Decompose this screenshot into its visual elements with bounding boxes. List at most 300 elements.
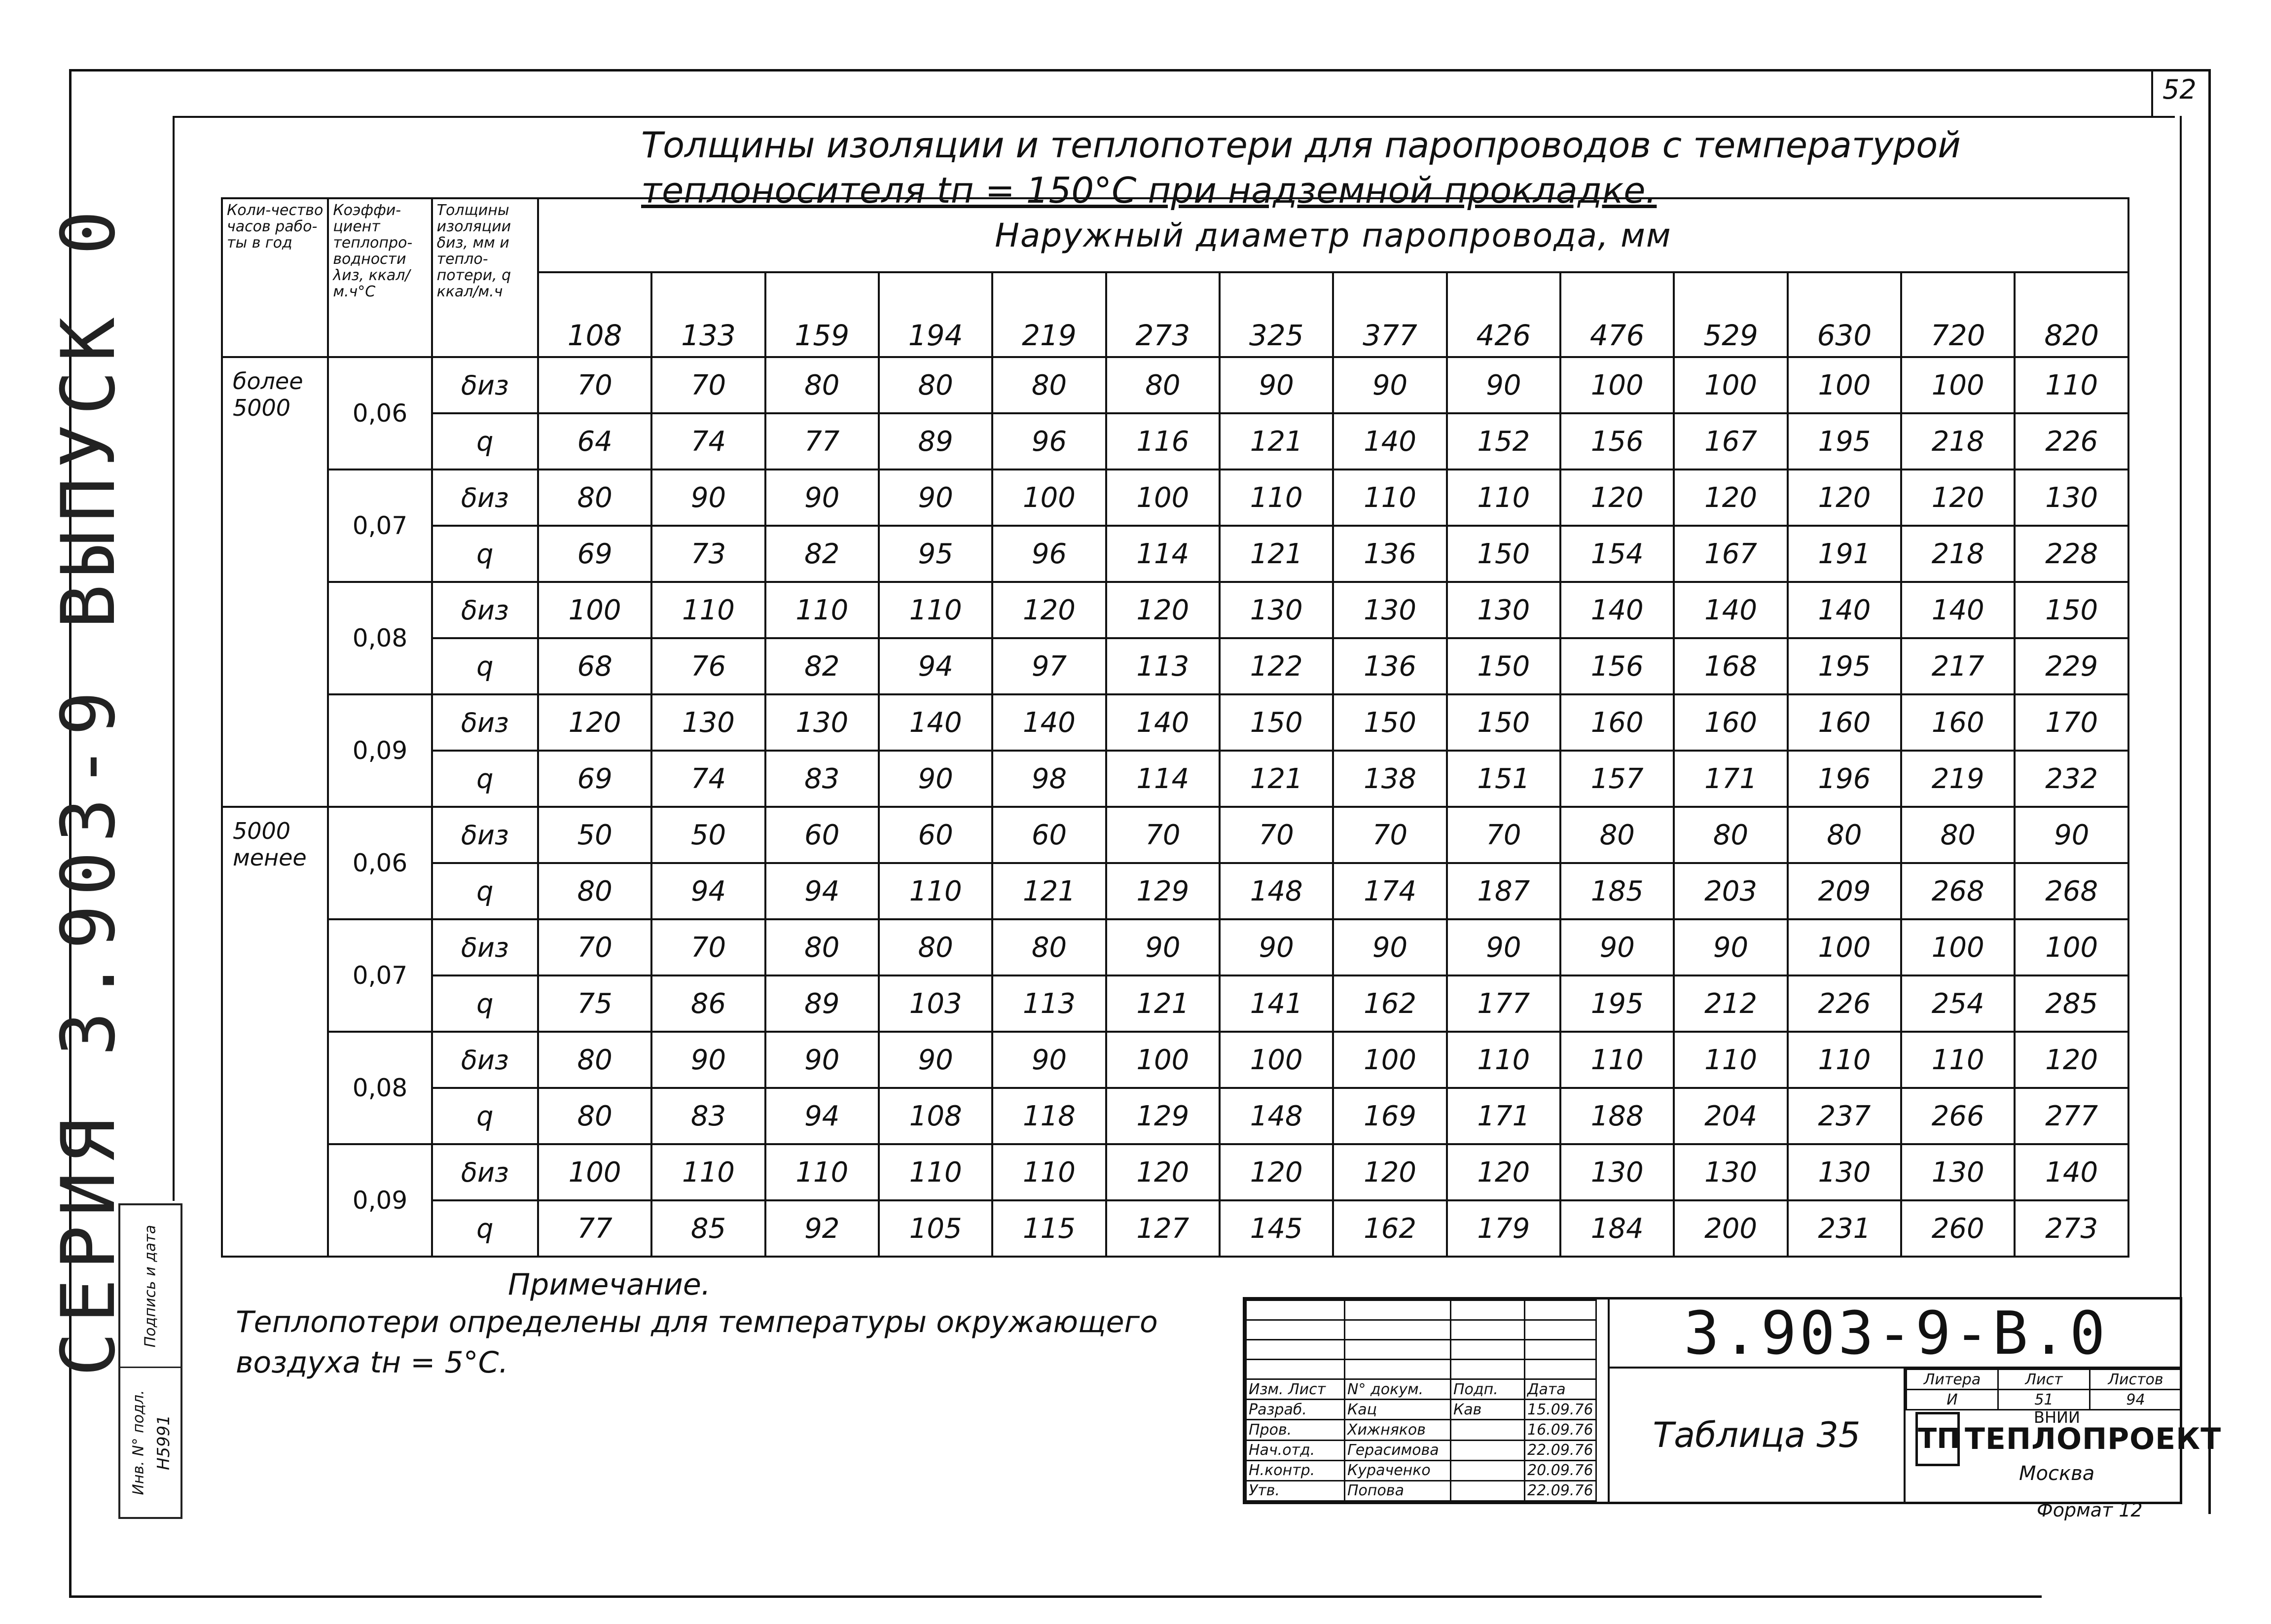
loss-value: 94 [651, 863, 765, 919]
signature-header-row [1246, 1379, 1596, 1400]
diameter-cell: 133 [651, 272, 765, 357]
thickness-value: 60 [992, 807, 1106, 863]
loss-value: 121 [1220, 526, 1333, 582]
thickness-value: 90 [651, 1032, 765, 1088]
thickness-value: 110 [765, 582, 879, 638]
loss-value: 136 [1333, 638, 1446, 694]
thickness-value: 90 [1106, 919, 1220, 975]
signature-role: Пров. [1246, 1420, 1345, 1440]
loss-value: 254 [1901, 975, 2015, 1032]
thickness-symbol: δиз [432, 919, 538, 975]
coefficient-cell: 0,08 [328, 1032, 432, 1144]
thickness-value: 80 [765, 357, 879, 413]
loss-value: 168 [1674, 638, 1787, 694]
loss-value: 141 [1220, 975, 1333, 1032]
loss-value: 80 [538, 863, 651, 919]
loss-value: 83 [651, 1088, 765, 1144]
loss-value: 148 [1220, 863, 1333, 919]
loss-value: 162 [1333, 975, 1446, 1032]
loss-value: 229 [2015, 638, 2128, 694]
loss-value: 94 [765, 863, 879, 919]
loss-value: 85 [651, 1200, 765, 1257]
thickness-value: 70 [1106, 807, 1220, 863]
loss-value: 121 [1220, 413, 1333, 469]
format-label: Формат 12 [2037, 1499, 2143, 1521]
thickness-value: 120 [1333, 1144, 1446, 1200]
loss-value: 226 [2015, 413, 2128, 469]
frame-outer-bottom [69, 1595, 2042, 1598]
thickness-value: 90 [2015, 807, 2128, 863]
thickness-value: 100 [1333, 1032, 1446, 1088]
thickness-value: 80 [992, 919, 1106, 975]
loss-value: 187 [1447, 863, 1560, 919]
coefficient-cell: 0,07 [328, 469, 432, 582]
loss-value: 90 [879, 751, 992, 807]
thickness-value: 120 [2015, 1032, 2128, 1088]
signature-row [1246, 1420, 1596, 1440]
thickness-value: 150 [1447, 694, 1560, 751]
frame-inner-top [173, 116, 2175, 118]
loss-value: 268 [1901, 863, 2015, 919]
table-row-loss [222, 1200, 2128, 1257]
loss-value: 154 [1560, 526, 1674, 582]
header-hours: Коли-чество часов рабо-ты в год [222, 198, 328, 357]
thickness-value: 140 [1901, 582, 2015, 638]
signature-name: Кураченко [1345, 1460, 1451, 1480]
thickness-value: 50 [651, 807, 765, 863]
thickness-value: 90 [765, 1032, 879, 1088]
thickness-value: 110 [1447, 469, 1560, 526]
signature-row [1246, 1440, 1596, 1460]
thickness-value: 110 [2015, 357, 2128, 413]
table-row-thickness [222, 469, 2128, 526]
thickness-value: 100 [1674, 357, 1787, 413]
loss-symbol: q [432, 638, 538, 694]
thickness-value: 80 [879, 357, 992, 413]
loss-value: 76 [651, 638, 765, 694]
org-name: ТЕПЛОПРОЕКТ [1965, 1422, 2222, 1456]
thickness-value: 140 [1788, 582, 1901, 638]
loss-value: 148 [1220, 1088, 1333, 1144]
thickness-value: 110 [1333, 469, 1446, 526]
thickness-value: 90 [1333, 919, 1446, 975]
table-row-thickness [222, 694, 2128, 751]
signature-role: Утв. [1246, 1480, 1345, 1501]
left-stamp [118, 1203, 182, 1519]
thickness-value: 110 [1220, 469, 1333, 526]
thickness-value: 130 [765, 694, 879, 751]
thickness-value: 120 [1560, 469, 1674, 526]
signature-name: Хижняков [1345, 1420, 1451, 1440]
thickness-value: 90 [879, 1032, 992, 1088]
diameter-cell: 476 [1560, 272, 1674, 357]
coefficient-cell: 0,06 [328, 807, 432, 919]
loss-value: 212 [1674, 975, 1787, 1032]
signature-sign [1451, 1440, 1525, 1460]
thickness-value: 110 [651, 1144, 765, 1200]
thickness-value: 100 [1220, 1032, 1333, 1088]
diameter-cell: 820 [2015, 272, 2128, 357]
thickness-value: 70 [538, 919, 651, 975]
thickness-value: 70 [1220, 807, 1333, 863]
signature-role: Н.контр. [1246, 1460, 1345, 1480]
loss-value: 75 [538, 975, 651, 1032]
thickness-value: 90 [1447, 919, 1560, 975]
page-number-box-left [2151, 69, 2153, 116]
loss-value: 156 [1560, 413, 1674, 469]
loss-value: 98 [992, 751, 1106, 807]
thickness-value: 50 [538, 807, 651, 863]
loss-value: 195 [1788, 638, 1901, 694]
loss-value: 226 [1788, 975, 1901, 1032]
frame-outer-top [69, 69, 2209, 72]
table-row-loss [222, 1088, 2128, 1144]
loss-value: 138 [1333, 751, 1446, 807]
thickness-value: 110 [651, 582, 765, 638]
loss-value: 83 [765, 751, 879, 807]
meta-box [1904, 1369, 2222, 1502]
signature-row [1246, 1400, 1596, 1420]
header-coefficient: Коэффи-циент теплопро-водности λиз, ккал/м.ч°С [328, 198, 432, 357]
loss-value: 196 [1788, 751, 1901, 807]
thickness-value: 120 [992, 582, 1106, 638]
org-top-label: ВНИИ [2034, 1408, 2080, 1427]
loss-symbol: q [432, 526, 538, 582]
thickness-value: 110 [992, 1144, 1106, 1200]
thickness-value: 110 [1674, 1032, 1787, 1088]
loss-value: 74 [651, 751, 765, 807]
page-number: 52 [2163, 74, 2197, 105]
loss-value: 232 [2015, 751, 2128, 807]
table-row-loss [222, 863, 2128, 919]
thickness-value: 110 [1901, 1032, 2015, 1088]
hours-cell: более 5000 [222, 357, 328, 807]
thickness-value: 80 [538, 1032, 651, 1088]
diameter-cell: 426 [1447, 272, 1560, 357]
loss-value: 191 [1788, 526, 1901, 582]
thickness-value: 70 [538, 357, 651, 413]
loss-symbol: q [432, 1200, 538, 1257]
thickness-value: 120 [1447, 1144, 1560, 1200]
loss-value: 169 [1333, 1088, 1446, 1144]
document-code: 3.903-9-В.0 [1608, 1299, 2182, 1369]
loss-value: 174 [1333, 863, 1446, 919]
frame-right [2208, 69, 2211, 1514]
thickness-value: 120 [1674, 469, 1787, 526]
thickness-value: 120 [538, 694, 651, 751]
loss-value: 113 [992, 975, 1106, 1032]
table-row-thickness [222, 807, 2128, 863]
signature-date: 22.09.76 [1525, 1440, 1596, 1460]
loss-value: 203 [1674, 863, 1787, 919]
signature-row [1246, 1480, 1596, 1501]
loss-value: 114 [1106, 751, 1220, 807]
loss-value: 195 [1560, 975, 1674, 1032]
thickness-value: 100 [538, 582, 651, 638]
thickness-value: 120 [1106, 582, 1220, 638]
table-row-thickness [222, 1144, 2128, 1200]
note-title: Примечание. [508, 1267, 711, 1302]
hours-cell: 5000 менее [222, 807, 328, 1257]
thickness-value: 100 [1560, 357, 1674, 413]
loss-value: 167 [1674, 526, 1787, 582]
thickness-value: 120 [1106, 1144, 1220, 1200]
thickness-value: 60 [879, 807, 992, 863]
loss-value: 92 [765, 1200, 879, 1257]
loss-value: 171 [1447, 1088, 1560, 1144]
thickness-value: 100 [992, 469, 1106, 526]
thickness-value: 80 [1901, 807, 2015, 863]
thickness-value: 160 [1788, 694, 1901, 751]
loss-value: 74 [651, 413, 765, 469]
table-row-loss [222, 751, 2128, 807]
thickness-symbol: δиз [432, 469, 538, 526]
thickness-value: 100 [2015, 919, 2128, 975]
table-label: Таблица 35 [1608, 1369, 1904, 1502]
loss-value: 110 [879, 863, 992, 919]
thickness-value: 160 [1674, 694, 1787, 751]
meta-value-sheet: 51 [1998, 1390, 2090, 1410]
thickness-value: 170 [2015, 694, 2128, 751]
loss-value: 121 [992, 863, 1106, 919]
series-vertical-title: СЕРИЯ 3.903-9 ВЫПУСК 0 [46, 201, 132, 1377]
loss-value: 115 [992, 1200, 1106, 1257]
org-logo-icon: ТП [1915, 1412, 1960, 1466]
loss-value: 177 [1447, 975, 1560, 1032]
signature-date: 22.09.76 [1525, 1480, 1596, 1501]
thickness-value: 130 [1220, 582, 1333, 638]
loss-value: 152 [1447, 413, 1560, 469]
thickness-value: 130 [2015, 469, 2128, 526]
signature-header-cell: Дата [1525, 1379, 1596, 1400]
table-row-loss [222, 526, 2128, 582]
diameter-cell: 720 [1901, 272, 2015, 357]
loss-value: 68 [538, 638, 651, 694]
thickness-value: 70 [651, 357, 765, 413]
meta-value-litera: И [1907, 1390, 1998, 1410]
loss-value: 266 [1901, 1088, 2015, 1144]
thickness-value: 90 [1220, 357, 1333, 413]
signature-table [1245, 1299, 1597, 1502]
meta-value-sheets: 94 [2090, 1390, 2182, 1410]
thickness-value: 80 [765, 919, 879, 975]
loss-value: 118 [992, 1088, 1106, 1144]
loss-value: 150 [1447, 526, 1560, 582]
diameter-cell: 325 [1220, 272, 1333, 357]
loss-value: 94 [879, 638, 992, 694]
stamp-inv-number: H5991 [153, 1414, 174, 1471]
thickness-value: 120 [1788, 469, 1901, 526]
loss-value: 231 [1788, 1200, 1901, 1257]
thickness-value: 130 [651, 694, 765, 751]
loss-value: 200 [1674, 1200, 1787, 1257]
heading-line-2: теплоносителя tп = 150°C при надземной прокладке. [641, 170, 1657, 211]
loss-value: 218 [1901, 526, 2015, 582]
org-city: Москва [2019, 1462, 2095, 1485]
thickness-value: 100 [1106, 469, 1220, 526]
loss-value: 114 [1106, 526, 1220, 582]
signature-rows [1246, 1400, 1596, 1501]
diameter-cell: 219 [992, 272, 1106, 357]
signature-date: 20.09.76 [1525, 1460, 1596, 1480]
loss-symbol: q [432, 751, 538, 807]
thickness-value: 110 [1788, 1032, 1901, 1088]
loss-symbol: q [432, 975, 538, 1032]
thickness-value: 140 [1106, 694, 1220, 751]
thickness-value: 80 [1788, 807, 1901, 863]
thickness-value: 80 [538, 469, 651, 526]
loss-symbol: q [432, 413, 538, 469]
signature-sign: Кав [1451, 1400, 1525, 1420]
thickness-value: 110 [1447, 1032, 1560, 1088]
loss-value: 219 [1901, 751, 2015, 807]
loss-value: 228 [2015, 526, 2128, 582]
header-diameter: Наружный диаметр паропровода, мм [538, 198, 2128, 272]
signature-name: Герасимова [1345, 1440, 1451, 1460]
thickness-value: 140 [879, 694, 992, 751]
thickness-value: 150 [1220, 694, 1333, 751]
diameter-cell: 630 [1788, 272, 1901, 357]
thickness-value: 80 [1560, 807, 1674, 863]
thickness-value: 90 [1220, 919, 1333, 975]
loss-value: 94 [765, 1088, 879, 1144]
loss-value: 151 [1447, 751, 1560, 807]
meta-header-litera: Литера [1907, 1370, 1998, 1390]
thickness-value: 130 [1447, 582, 1560, 638]
loss-value: 105 [879, 1200, 992, 1257]
loss-value: 80 [538, 1088, 651, 1144]
signature-header-cell: Изм. Лист [1246, 1379, 1345, 1400]
thickness-value: 160 [1560, 694, 1674, 751]
loss-value: 136 [1333, 526, 1446, 582]
table-row-loss [222, 638, 2128, 694]
coefficient-cell: 0,06 [328, 357, 432, 469]
coefficient-cell: 0,08 [328, 582, 432, 694]
signature-date: 16.09.76 [1525, 1420, 1596, 1440]
thickness-value: 100 [1788, 357, 1901, 413]
loss-value: 89 [765, 975, 879, 1032]
loss-value: 277 [2015, 1088, 2128, 1144]
loss-value: 185 [1560, 863, 1674, 919]
thickness-value: 90 [992, 1032, 1106, 1088]
thickness-symbol: δиз [432, 1144, 538, 1200]
loss-value: 69 [538, 526, 651, 582]
loss-value: 209 [1788, 863, 1901, 919]
thickness-value: 80 [879, 919, 992, 975]
loss-value: 150 [1447, 638, 1560, 694]
meta-header-sheets: Листов [2090, 1370, 2182, 1390]
insulation-table [221, 197, 2129, 1258]
table-row-thickness [222, 1032, 2128, 1088]
thickness-value: 130 [1788, 1144, 1901, 1200]
loss-value: 167 [1674, 413, 1787, 469]
loss-value: 179 [1447, 1200, 1560, 1257]
thickness-value: 140 [1560, 582, 1674, 638]
loss-value: 217 [1901, 638, 2015, 694]
thickness-value: 120 [1901, 469, 2015, 526]
loss-value: 237 [1788, 1088, 1901, 1144]
thickness-value: 90 [1333, 357, 1446, 413]
thickness-value: 140 [2015, 1144, 2128, 1200]
meta-header-sheet: Лист [1998, 1370, 2090, 1390]
signature-row [1246, 1460, 1596, 1480]
loss-value: 260 [1901, 1200, 2015, 1257]
loss-value: 82 [765, 638, 879, 694]
loss-symbol: q [432, 863, 538, 919]
loss-value: 145 [1220, 1200, 1333, 1257]
loss-value: 82 [765, 526, 879, 582]
coefficient-cell: 0,09 [328, 1144, 432, 1257]
loss-value: 116 [1106, 413, 1220, 469]
loss-value: 157 [1560, 751, 1674, 807]
table-row-thickness [222, 582, 2128, 638]
loss-value: 108 [879, 1088, 992, 1144]
loss-value: 129 [1106, 863, 1220, 919]
thickness-value: 60 [765, 807, 879, 863]
heading-line-1: Толщины изоляции и теплопотери для паропроводов с температурой [641, 124, 1961, 166]
signature-sign [1451, 1420, 1525, 1440]
thickness-symbol: δиз [432, 694, 538, 751]
thickness-value: 130 [1901, 1144, 2015, 1200]
thickness-value: 90 [879, 469, 992, 526]
thickness-symbol: δиз [432, 582, 538, 638]
thickness-value: 150 [2015, 582, 2128, 638]
loss-value: 285 [2015, 975, 2128, 1032]
loss-value: 69 [538, 751, 651, 807]
diameter-cell: 194 [879, 272, 992, 357]
loss-value: 218 [1901, 413, 2015, 469]
signature-name: Кац [1345, 1400, 1451, 1420]
loss-value: 188 [1560, 1088, 1674, 1144]
table-row-loss [222, 413, 2128, 469]
signature-header-cell: N° докум. [1345, 1379, 1451, 1400]
diameter-cell: 159 [765, 272, 879, 357]
loss-value: 273 [2015, 1200, 2128, 1257]
thickness-symbol: δиз [432, 1032, 538, 1088]
signature-role: Нач.отд. [1246, 1440, 1345, 1460]
signature-name: Попова [1345, 1480, 1451, 1501]
loss-value: 171 [1674, 751, 1787, 807]
thickness-value: 110 [879, 582, 992, 638]
signature-header-cell: Подп. [1451, 1379, 1525, 1400]
thickness-value: 160 [1901, 694, 2015, 751]
thickness-value: 140 [1674, 582, 1787, 638]
thickness-value: 80 [992, 357, 1106, 413]
table-row-thickness [222, 919, 2128, 975]
signature-role: Разраб. [1246, 1400, 1345, 1420]
loss-value: 77 [765, 413, 879, 469]
loss-value: 96 [992, 413, 1106, 469]
diameter-cell: 529 [1674, 272, 1787, 357]
thickness-value: 130 [1333, 582, 1446, 638]
loss-value: 113 [1106, 638, 1220, 694]
thickness-value: 110 [879, 1144, 992, 1200]
signature-sign [1451, 1460, 1525, 1480]
signature-date: 15.09.76 [1525, 1400, 1596, 1420]
thickness-value: 80 [1674, 807, 1787, 863]
thickness-symbol: δиз [432, 807, 538, 863]
thickness-value: 100 [1106, 1032, 1220, 1088]
loss-value: 103 [879, 975, 992, 1032]
loss-value: 140 [1333, 413, 1446, 469]
loss-value: 86 [651, 975, 765, 1032]
loss-value: 127 [1106, 1200, 1220, 1257]
thickness-value: 100 [1901, 919, 2015, 975]
loss-value: 64 [538, 413, 651, 469]
loss-value: 268 [2015, 863, 2128, 919]
stamp-signature-label: Подпись и дата [142, 1225, 159, 1347]
loss-value: 89 [879, 413, 992, 469]
